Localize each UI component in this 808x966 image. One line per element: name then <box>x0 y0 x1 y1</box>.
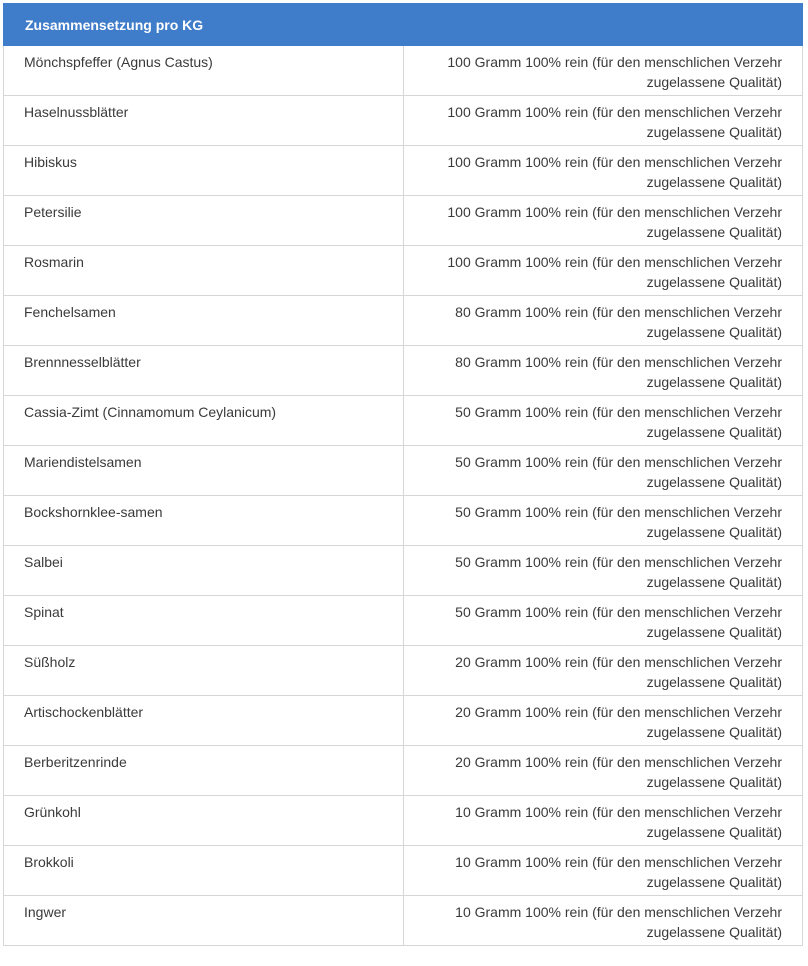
ingredient-name: Ingwer <box>4 896 404 946</box>
table-row <box>4 596 803 646</box>
table-row <box>4 496 803 546</box>
ingredient-name: Süßholz <box>4 646 404 696</box>
table-row <box>4 146 803 196</box>
table-header-row <box>4 4 803 46</box>
ingredient-name: Brennnesselblätter <box>4 346 404 396</box>
table-row <box>4 746 803 796</box>
table-row <box>4 46 803 96</box>
ingredient-amount: 80 Gramm 100% rein (für den menschlichen Verzehr zugelassene Qualität) <box>403 296 803 346</box>
ingredient-amount: 100 Gramm 100% rein (für den menschlichen Verzehr zugelassene Qualität) <box>403 96 803 146</box>
ingredient-amount: 50 Gramm 100% rein (für den menschlichen Verzehr zugelassene Qualität) <box>403 546 803 596</box>
ingredient-amount: 20 Gramm 100% rein (für den menschlichen Verzehr zugelassene Qualität) <box>403 696 803 746</box>
ingredient-name: Brokkoli <box>4 846 404 896</box>
table-row <box>4 346 803 396</box>
table-row <box>4 296 803 346</box>
ingredient-amount: 100 Gramm 100% rein (für den menschlichen Verzehr zugelassene Qualität) <box>403 246 803 296</box>
ingredient-name: Mariendistelsamen <box>4 446 404 496</box>
ingredient-name: Petersilie <box>4 196 404 246</box>
table-row <box>4 96 803 146</box>
composition-table <box>3 3 803 946</box>
ingredient-amount: 10 Gramm 100% rein (für den menschlichen Verzehr zugelassene Qualität) <box>403 846 803 896</box>
ingredient-amount: 50 Gramm 100% rein (für den menschlichen Verzehr zugelassene Qualität) <box>403 596 803 646</box>
ingredient-name: Artischockenblätter <box>4 696 404 746</box>
table-row <box>4 446 803 496</box>
composition-table-container <box>3 3 803 946</box>
table-row <box>4 696 803 746</box>
table-row <box>4 896 803 946</box>
ingredient-amount: 50 Gramm 100% rein (für den menschlichen Verzehr zugelassene Qualität) <box>403 446 803 496</box>
table-row <box>4 246 803 296</box>
ingredient-amount: 100 Gramm 100% rein (für den menschlichen Verzehr zugelassene Qualität) <box>403 46 803 96</box>
table-row <box>4 796 803 846</box>
ingredient-name: Haselnussblätter <box>4 96 404 146</box>
ingredient-amount: 20 Gramm 100% rein (für den menschlichen Verzehr zugelassene Qualität) <box>403 746 803 796</box>
ingredient-amount: 80 Gramm 100% rein (für den menschlichen Verzehr zugelassene Qualität) <box>403 346 803 396</box>
ingredient-name: Rosmarin <box>4 246 404 296</box>
ingredient-name: Bockshornklee-samen <box>4 496 404 546</box>
ingredient-name: Mönchspfeffer (Agnus Castus) <box>4 46 404 96</box>
table-row <box>4 646 803 696</box>
table-row <box>4 546 803 596</box>
ingredient-name: Cassia-Zimt (Cinnamomum Ceylanicum) <box>4 396 404 446</box>
table-row <box>4 846 803 896</box>
table-row <box>4 196 803 246</box>
ingredient-amount: 10 Gramm 100% rein (für den menschlichen Verzehr zugelassene Qualität) <box>403 896 803 946</box>
ingredient-amount: 100 Gramm 100% rein (für den menschlichen Verzehr zugelassene Qualität) <box>403 196 803 246</box>
ingredient-amount: 10 Gramm 100% rein (für den menschlichen Verzehr zugelassene Qualität) <box>403 796 803 846</box>
ingredient-name: Grünkohl <box>4 796 404 846</box>
table-header: Zusammensetzung pro KG <box>4 4 803 46</box>
table-row <box>4 396 803 446</box>
ingredient-name: Fenchelsamen <box>4 296 404 346</box>
ingredient-amount: 100 Gramm 100% rein (für den menschlichen Verzehr zugelassene Qualität) <box>403 146 803 196</box>
ingredient-amount: 50 Gramm 100% rein (für den menschlichen Verzehr zugelassene Qualität) <box>403 396 803 446</box>
ingredient-amount: 20 Gramm 100% rein (für den menschlichen Verzehr zugelassene Qualität) <box>403 646 803 696</box>
ingredient-amount: 50 Gramm 100% rein (für den menschlichen Verzehr zugelassene Qualität) <box>403 496 803 546</box>
ingredient-name: Berberitzenrinde <box>4 746 404 796</box>
ingredient-name: Hibiskus <box>4 146 404 196</box>
ingredient-name: Salbei <box>4 546 404 596</box>
table-body <box>4 46 803 946</box>
ingredient-name: Spinat <box>4 596 404 646</box>
